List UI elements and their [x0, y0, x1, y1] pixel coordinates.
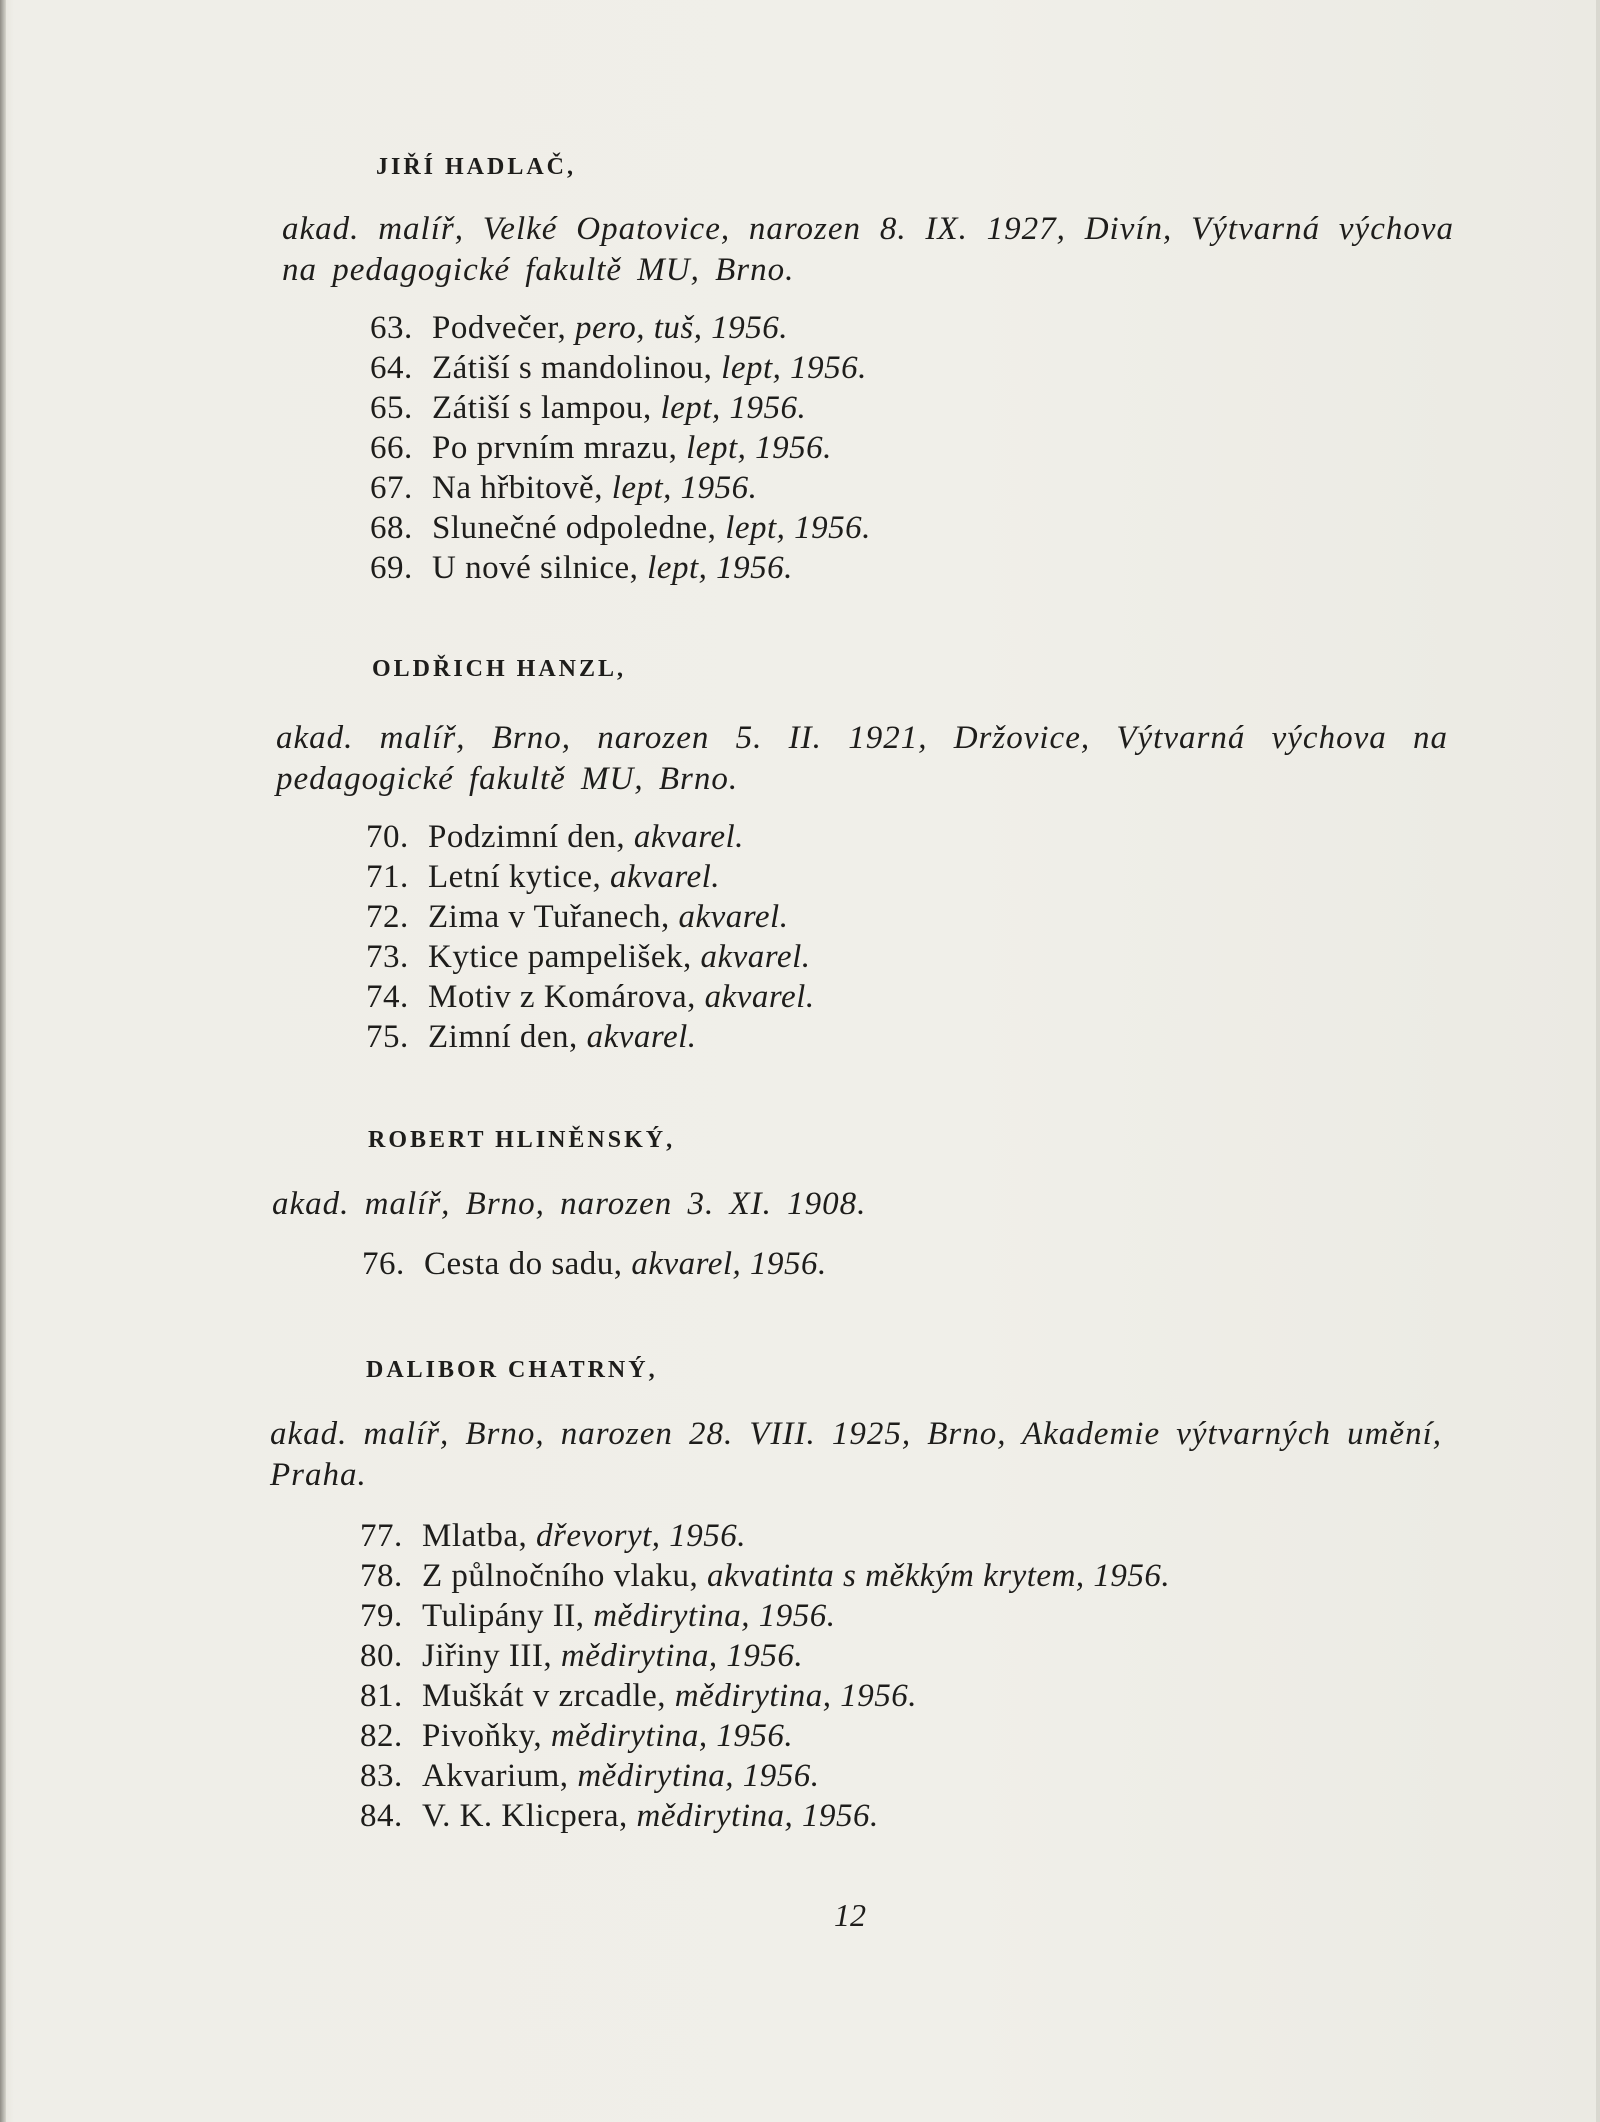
works-list	[366, 817, 815, 1057]
work-item	[370, 428, 871, 468]
artist-name: ROBERT HLINĚNSKÝ,	[368, 1127, 676, 1153]
work-item	[370, 548, 871, 588]
work-number: 83.	[360, 1758, 403, 1794]
work-medium: akvarel, 1956.	[631, 1246, 827, 1282]
work-number: 66.	[370, 430, 413, 466]
work-title: Pivoňky,	[422, 1718, 543, 1754]
work-title: Zima v Tuřanech,	[428, 899, 670, 935]
work-number: 64.	[370, 350, 413, 386]
work-number: 72.	[366, 899, 409, 935]
work-medium: lept, 1956.	[725, 510, 871, 546]
work-item	[362, 1244, 827, 1284]
work-number: 63.	[370, 310, 413, 346]
work-item	[366, 977, 815, 1017]
work-title: Zimní den,	[428, 1019, 578, 1055]
work-title: Akvarium,	[422, 1758, 569, 1794]
work-item	[366, 897, 815, 937]
work-medium: mědirytina, 1956.	[593, 1598, 836, 1634]
work-number: 81.	[360, 1678, 403, 1714]
work-number: 84.	[360, 1798, 403, 1834]
work-item	[360, 1676, 1170, 1716]
work-title: Slunečné odpoledne,	[432, 510, 717, 546]
work-number: 77.	[360, 1518, 403, 1554]
work-number: 69.	[370, 550, 413, 586]
work-number: 74.	[366, 979, 409, 1015]
work-title: Podvečer,	[432, 310, 567, 346]
work-number: 70.	[366, 819, 409, 855]
work-title: Podzimní den,	[428, 819, 626, 855]
work-number: 71.	[366, 859, 409, 895]
work-item	[360, 1756, 1170, 1796]
work-item	[366, 937, 815, 977]
work-title: Zátiší s lampou,	[432, 390, 652, 426]
work-medium: akvarel.	[678, 899, 789, 935]
work-medium: mědirytina, 1956.	[636, 1798, 879, 1834]
work-medium: akvarel.	[633, 819, 744, 855]
work-title: Po prvním mrazu,	[432, 430, 678, 466]
work-title: Z půlnočního vlaku,	[422, 1558, 699, 1594]
work-medium: lept, 1956.	[686, 430, 832, 466]
work-medium: akvarel.	[586, 1019, 697, 1055]
works-list	[360, 1516, 1170, 1836]
works-list	[370, 308, 871, 588]
work-number: 65.	[370, 390, 413, 426]
work-medium: pero, tuš, 1956.	[574, 310, 788, 346]
work-title: Kytice pampelišek,	[428, 939, 692, 975]
work-title: Zátiší s mandolinou,	[432, 350, 713, 386]
work-medium: lept, 1956.	[660, 390, 807, 426]
work-item	[370, 508, 871, 548]
work-medium: akvatinta s měkkým krytem, 1956.	[706, 1558, 1171, 1594]
artist-bio: akad. malíř, Brno, narozen 5. II. 1921, Držovice, Výtvarná výchova na pedagogické fakultě MU, Brno.	[276, 720, 1448, 797]
work-item	[370, 388, 871, 428]
work-medium: mědirytina, 1956.	[674, 1678, 917, 1714]
work-item	[370, 308, 871, 348]
work-medium: dřevoryt, 1956.	[535, 1518, 747, 1554]
artist-name: DALIBOR CHATRNÝ,	[366, 1357, 658, 1383]
work-item	[360, 1796, 1170, 1836]
work-item	[360, 1516, 1170, 1556]
work-medium: mědirytina, 1956.	[550, 1718, 794, 1754]
work-number: 79.	[360, 1598, 403, 1634]
artist-bio: akad. malíř, Brno, narozen 3. XI. 1908.	[272, 1186, 867, 1222]
work-medium: akvarel.	[610, 859, 721, 895]
work-title: Tulipány II,	[422, 1598, 585, 1634]
work-item	[360, 1636, 1170, 1676]
work-title: V. K. Klicpera,	[422, 1798, 628, 1834]
work-medium: mědirytina, 1956.	[577, 1758, 820, 1794]
artist-name: OLDŘICH HANZL,	[372, 656, 627, 682]
work-medium: lept, 1956.	[721, 350, 867, 386]
page-number: 12	[834, 1897, 866, 1933]
work-medium: akvarel.	[700, 939, 811, 975]
artist-name: JIŘÍ HADLAČ,	[376, 154, 577, 180]
work-title: Mlatba,	[422, 1518, 528, 1554]
artist-bio: akad. malíř, Velké Opatovice, narozen 8. IX. 1927, Divín, Výtvarná výchova na pedagogické fakultě MU, Brno.	[282, 211, 1454, 288]
work-number: 78.	[360, 1558, 403, 1594]
works-list	[362, 1244, 827, 1284]
work-item	[360, 1556, 1170, 1596]
work-item	[370, 348, 871, 388]
work-number: 80.	[360, 1638, 403, 1674]
work-medium: lept, 1956.	[647, 550, 793, 586]
work-number: 73.	[366, 939, 409, 975]
work-item	[366, 857, 815, 897]
work-number: 82.	[360, 1718, 403, 1754]
work-title: Letní kytice,	[428, 859, 602, 895]
work-number: 76.	[362, 1246, 405, 1282]
work-item	[360, 1596, 1170, 1636]
binding-edge	[0, 0, 6, 2122]
work-item	[366, 1017, 815, 1057]
work-number: 75.	[366, 1019, 409, 1055]
work-item	[360, 1716, 1170, 1756]
work-title: Jiřiny III,	[422, 1638, 553, 1674]
work-title: U nové silnice,	[432, 550, 639, 586]
work-item	[370, 468, 871, 508]
work-title: Cesta do sadu,	[424, 1246, 623, 1282]
work-number: 67.	[370, 470, 413, 506]
work-title: Motiv z Komárova,	[428, 979, 696, 1015]
work-title: Na hřbitově,	[432, 470, 603, 506]
work-number: 68.	[370, 510, 413, 546]
work-item	[366, 817, 815, 857]
page-edge	[1596, 0, 1600, 2122]
work-title: Muškát v zrcadle,	[422, 1678, 666, 1714]
artist-bio: akad. malíř, Brno, narozen 28. VIII. 1925, Brno, Akademie výtvarných umění, Praha.	[270, 1416, 1442, 1493]
work-medium: lept, 1956.	[611, 470, 758, 506]
work-medium: akvarel.	[704, 979, 815, 1015]
work-medium: mědirytina, 1956.	[560, 1638, 804, 1674]
